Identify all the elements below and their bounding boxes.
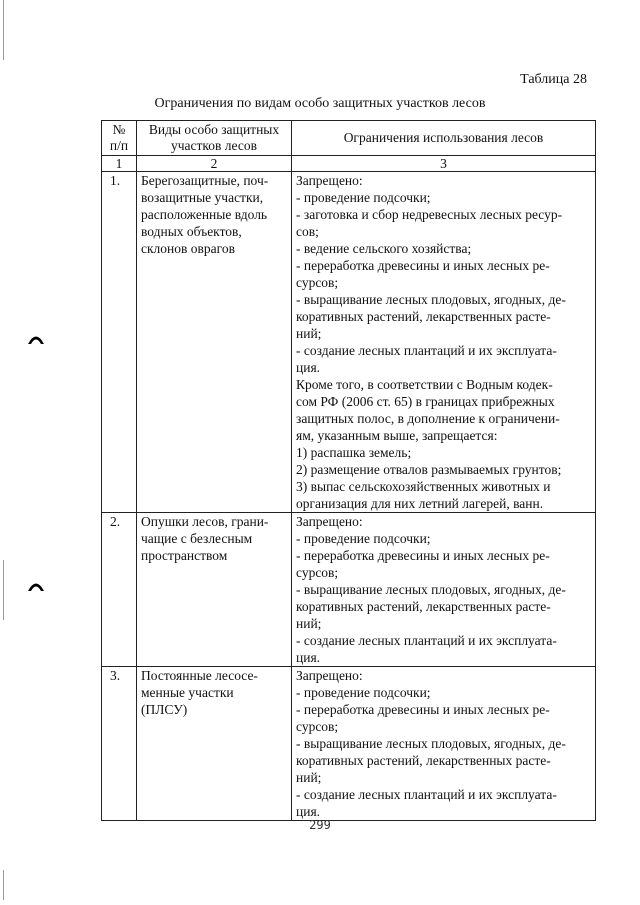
restriction-line: коративных растений, лекарственных расте- [296,599,551,614]
restriction-line: защитных полос, в дополнение к ограничени- [296,411,560,426]
header-num [102,121,137,156]
restriction-line: - проведение подсочки; [296,190,431,205]
restriction-line: - проведение подсочки; [296,685,431,700]
punch-hole-mark [27,331,45,345]
column-number: 3 [292,156,596,172]
restriction-line: - проведение подсочки; [296,531,431,546]
restriction-line: - переработка древесины и иных лесных ре- [296,702,550,717]
column-number: 2 [137,156,292,172]
binding-edge-line [3,870,4,900]
table-label: Таблица 28 [520,72,587,87]
row-kind-line: пространством [141,548,228,563]
restriction-line: - заготовка и сбор недревесных лесных ресур- [296,207,563,222]
row-kind-line: менные участки [141,685,234,700]
row-kind-line: водных объектов, [141,224,242,239]
restriction-line: - выращивание лесных плодовых, ягодных, де- [296,292,566,307]
restriction-line: - ведение сельского хозяйства; [296,241,472,256]
punch-hole-mark [27,578,45,592]
restriction-line: - переработка древесины и иных лесных ре- [296,548,550,563]
column-number-row [102,156,596,172]
page-number: 299 [309,818,331,832]
row-number: 3. [102,667,137,821]
table-row [102,513,596,667]
row-kind-line: возащитные участки, [141,190,264,205]
header-row [102,121,596,156]
restriction-line: организация для них летний лагерей, ванн. [296,496,544,511]
restriction-line: сом РФ (2006 ст. 65) в границах прибрежных [296,394,555,409]
restriction-line: сов; [296,224,319,239]
restriction-line: Запрещено: [296,668,363,683]
restriction-line: Кроме того, в соответствии с Водным кодек- [296,377,553,392]
restriction-line: сурсов; [296,275,339,290]
restriction-line: - создание лесных плантаций и их эксплуата- [296,633,557,648]
row-kind [137,172,292,513]
restriction-line: 1) распашка земель; [296,445,412,460]
row-kind [137,667,292,821]
restriction-line: 2) размещение отвалов размываемых грунтов; [296,462,562,477]
restriction-line: коративных растений, лекарственных расте- [296,753,551,768]
row-restrictions [292,172,596,513]
restriction-line: коративных растений, лекарственных расте- [296,309,551,324]
restriction-line: - создание лесных плантаций и их эксплуата- [296,787,557,802]
column-number: 1 [102,156,137,172]
row-restrictions [292,513,596,667]
row-kind-line: чащие с безлесным [141,531,253,546]
row-kind-line: Опушки лесов, грани- [141,514,269,529]
restriction-line: ний; [296,770,322,785]
table-row [102,667,596,821]
row-kind-line: расположенные вдоль [141,207,268,222]
restriction-line: - выращивание лесных плодовых, ягодных, де- [296,582,566,597]
row-number: 1. [102,172,137,513]
binding-edge-line [3,560,4,620]
row-kind-line: Берегозащитные, поч- [141,173,269,188]
binding-edge-line [3,0,4,60]
restriction-line: - переработка древесины и иных лесных ре- [296,258,550,273]
restrictions-table [101,120,596,821]
row-number: 2. [102,513,137,667]
restriction-line: ция. [296,650,321,665]
restriction-line: ям, указанным выше, запрещается: [296,428,498,443]
header-kind-line: Виды особо защитных [148,122,280,137]
header-kind [137,121,292,156]
header-restrictions: Ограничения использования лесов [292,121,596,156]
restriction-line: ний; [296,616,322,631]
header-kind-line: участков лесов [171,138,257,153]
restriction-line: ция. [296,360,321,375]
row-kind-line: склонов оврагов [141,241,235,256]
row-kind-line: (ПЛСУ) [141,702,188,717]
row-restrictions [292,667,596,821]
row-kind-line: Постоянные лесосе- [141,668,258,683]
restriction-line: Запрещено: [296,514,363,529]
restriction-line: ция. [296,804,321,819]
header-num-line: п/п [109,138,129,153]
table-body [102,172,596,821]
restriction-line: 3) выпас сельскохозяйственных животных и [296,479,551,494]
restriction-line: - выращивание лесных плодовых, ягодных, де- [296,736,566,751]
restriction-line: сурсов; [296,719,339,734]
header-num-line: № [112,122,126,137]
restriction-line: ний; [296,326,322,341]
restriction-line: - создание лесных плантаций и их эксплуата- [296,343,557,358]
restriction-line: сурсов; [296,565,339,580]
row-kind [137,513,292,667]
table-row [102,172,596,513]
restriction-line: Запрещено: [296,173,363,188]
table-title: Ограничения по видам особо защитных участков лесов [154,96,486,111]
